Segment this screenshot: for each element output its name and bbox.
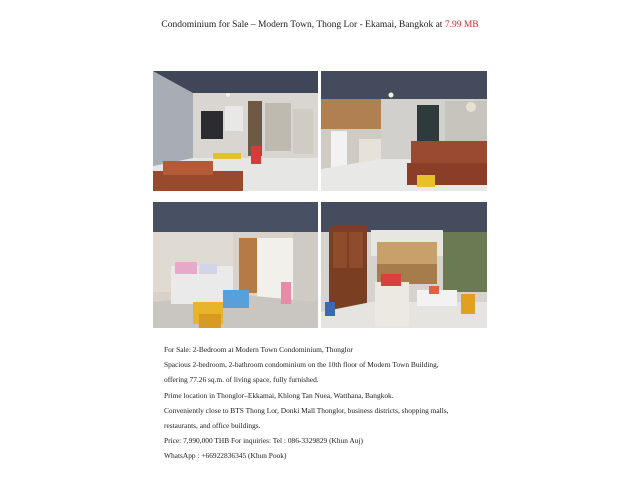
kitchen-living-photo [321,71,487,191]
description-line: Conveniently close to BTS Thong Lor, Donki Mall Thonglor, business districts, shopping malls, [164,405,449,415]
description-headline: For Sale: 2-Bedroom at Modern Town Condominium, Thonglor [164,345,353,354]
description-line: offering 77.26 sq.m. of living space, fully furnished. [164,375,319,385]
living-room-photo [153,71,318,191]
listing-title [0,19,640,31]
bedroom-photo [153,202,318,328]
listing-description [164,342,524,464]
listing-price: 7.99 MB [444,20,479,30]
description-whatsapp: WhatsApp : +66922836345 (Khun Pook) [164,451,287,461]
kitchen-dining-photo [321,202,487,328]
description-line: Spacious 2-bedroom, 2-bathroom condominium on the 10th floor of Modern Town Building, [164,360,439,370]
description-line: restaurants, and office buildings. [164,421,261,431]
description-price-contact: Price: 7,990,000 THB For inquiries: Tel : 086-3329829 (Khun Auj) [164,436,363,446]
listing-title-text: Condominium for Sale – Modern Town, Thong Lor - Ekamai, Bangkok at [161,20,445,30]
description-location: Prime location in Thonglor–Ekkamai, Khlong Tan Nuea, Watthana, Bangkok. [164,390,394,400]
